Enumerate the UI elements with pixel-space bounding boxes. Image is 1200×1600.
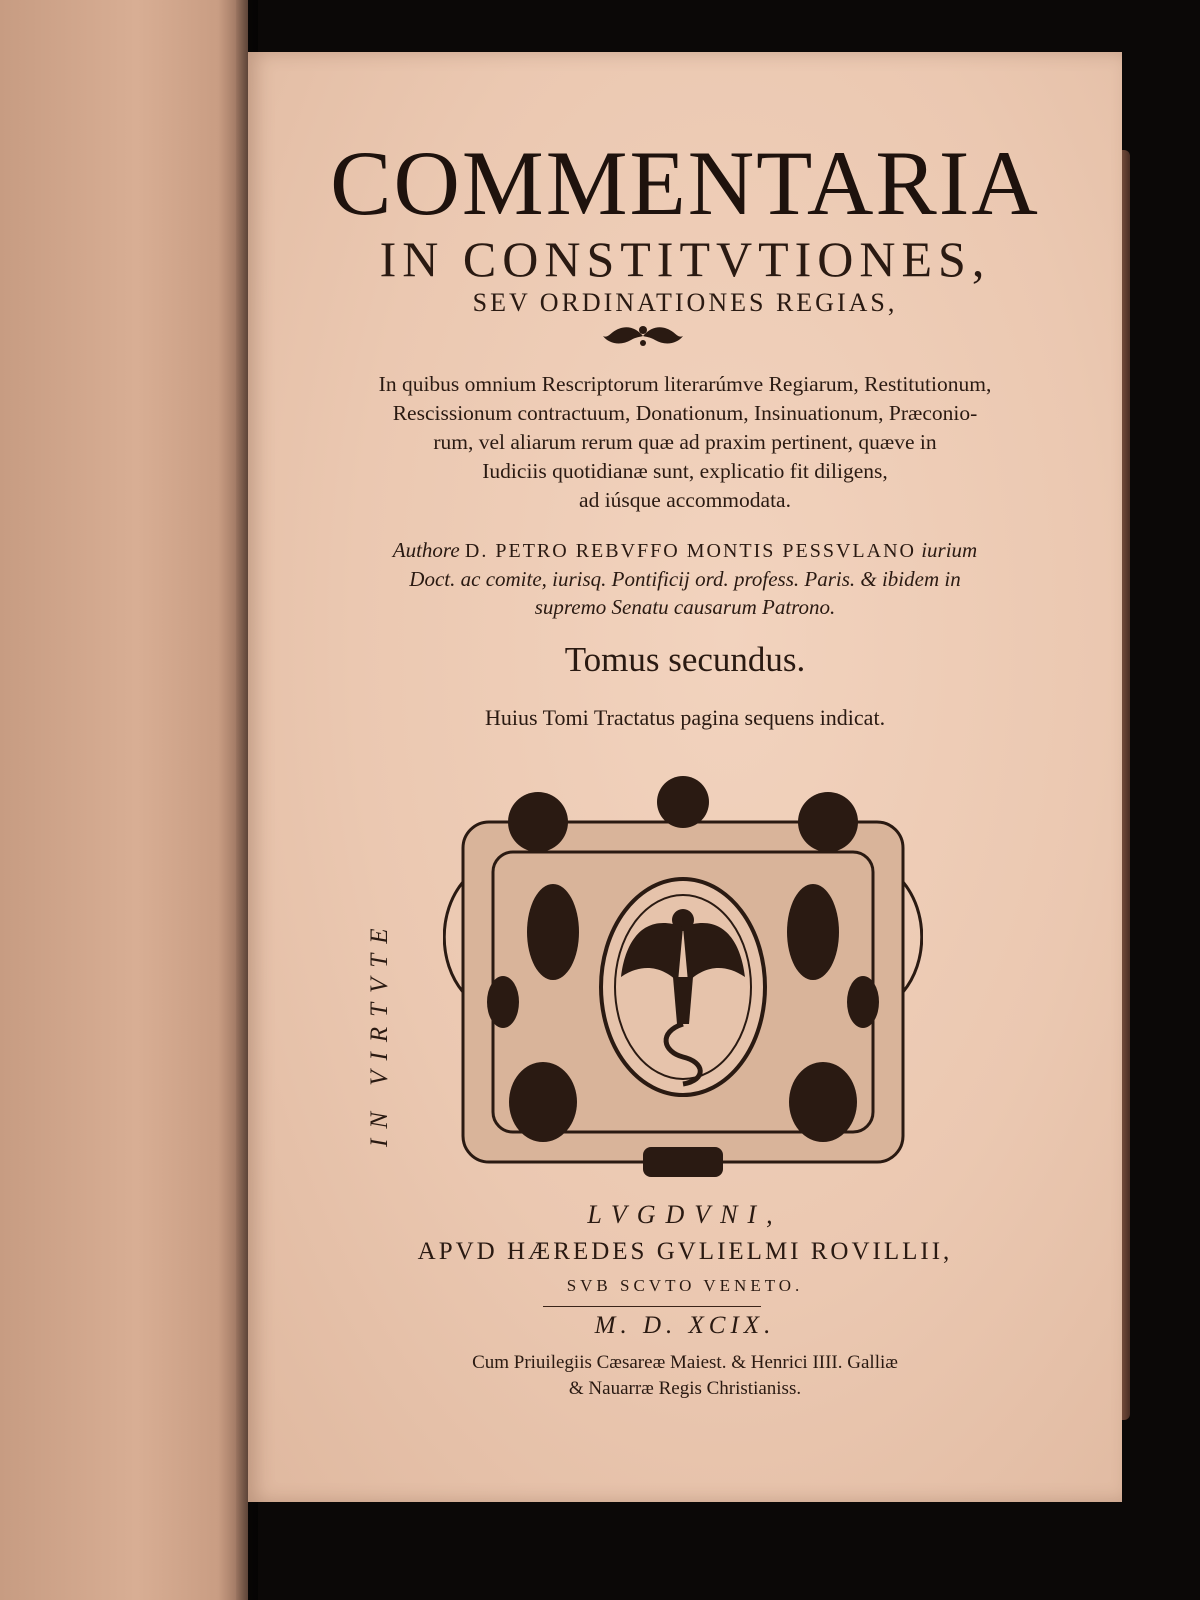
author-patron: supremo Senatu causarum Patrono. — [534, 595, 836, 619]
imprint-sign: SVB SCVTO VENETO. — [566, 1276, 804, 1295]
book-title: COMMENTARIA — [330, 132, 1040, 234]
author-name: D. PETRO REBVFFO MONTIS PESSVLANO — [464, 540, 916, 562]
author-credentials: Doct. ac comite, iurisq. Pontificij ord. profess. Paris. & ibidem in — [409, 567, 961, 591]
subtitle-line-2: SEV ORDINATIONES REGIAS, — [472, 288, 898, 317]
description-line: ad iúsque accommodata. — [579, 488, 791, 512]
author-iurium: iurium — [921, 538, 978, 562]
printer-device-eagle-icon — [443, 762, 923, 1192]
imprint-year: M. D. XCIX. — [594, 1312, 776, 1339]
left-page — [0, 0, 248, 1600]
description-line: rum, vel aliarum rerum quæ ad praxim pertinent, quæve in — [433, 430, 937, 454]
subtitle-line-1: IN CONSTITVTIONES, — [379, 231, 991, 287]
imprint-divider — [543, 1306, 761, 1307]
imprint-printer: APVD HÆREDES GVLIELMI ROVILLII, — [417, 1238, 953, 1265]
privilege-line: & Nauarræ Regis Christianiss. — [568, 1378, 802, 1399]
description-line: Iudiciis quotidianæ sunt, explicatio fit diligens, — [482, 459, 888, 483]
description-line: Rescissionum contractuum, Donationum, Insinuationum, Præconio- — [392, 401, 978, 425]
volume-label: Tomus secundus. — [564, 640, 806, 679]
fleuron-icon — [603, 322, 683, 350]
index-note: Huius Tomi Tractatus pagina sequens indicat. — [484, 705, 886, 730]
author-label: Authore — [392, 538, 460, 562]
motto-left: IN VIRTVTE — [366, 918, 393, 1147]
author-block — [248, 536, 1122, 621]
title-page — [248, 52, 1122, 1502]
description — [248, 370, 1122, 515]
privilege-line: Cum Priuilegiis Cæsareæ Maiest. & Henrici IIII. Galliæ — [472, 1352, 898, 1373]
imprint-city: LVGDVNI, — [587, 1200, 783, 1229]
privilege — [248, 1350, 1122, 1402]
description-line: In quibus omnium Rescriptorum literarúmve Regiarum, Restitutionum, — [378, 372, 992, 396]
